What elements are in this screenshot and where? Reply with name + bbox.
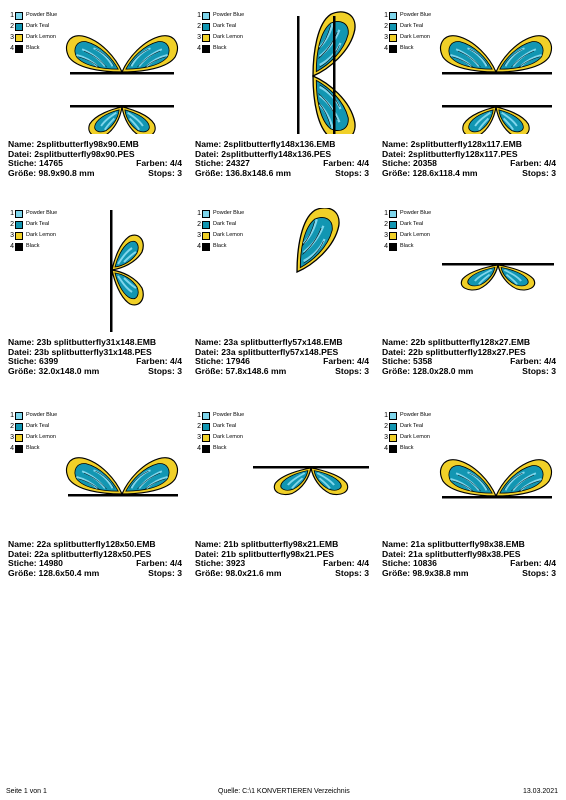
color-count: Farben: 4/4 bbox=[510, 558, 556, 569]
page-number: Seite 1 von 1 bbox=[6, 788, 47, 795]
print-date: 13.03.2021 bbox=[522, 788, 558, 795]
color-swatch bbox=[202, 434, 210, 442]
design-size: Größe: 32.0x148.0 mm bbox=[8, 365, 100, 376]
design-name: Name: 2splitbutterfly148x136.EMB bbox=[195, 139, 336, 149]
palette-entry: 1 Powder Blue bbox=[10, 12, 58, 19]
palette-entry: 3 Dark Lemon bbox=[197, 34, 243, 41]
design-size: Größe: 57.8x148.6 mm bbox=[195, 365, 287, 376]
color-count: Farben: 4/4 bbox=[323, 356, 369, 367]
palette-entry: 2 Dark Teal bbox=[384, 23, 424, 30]
design-info bbox=[8, 140, 182, 178]
color-swatch bbox=[202, 445, 210, 453]
design-name: Name: 2splitbutterfly128x117.EMB bbox=[382, 139, 522, 149]
color-swatch bbox=[389, 221, 397, 229]
design-card[interactable] bbox=[8, 410, 188, 606]
palette-entry: 4 Black bbox=[197, 445, 227, 452]
butterfly-design-preview bbox=[64, 208, 188, 332]
design-info bbox=[382, 140, 556, 178]
design-size: Größe: 98.9x38.8 mm bbox=[382, 567, 469, 578]
palette-entry: 3 Dark Lemon bbox=[384, 232, 430, 239]
palette-entry: 3 Dark Lemon bbox=[197, 232, 243, 239]
color-count: Farben: 4/4 bbox=[510, 356, 556, 367]
color-swatch bbox=[389, 23, 397, 31]
design-card[interactable] bbox=[195, 10, 375, 206]
palette-entry: 2 Dark Teal bbox=[10, 221, 50, 228]
palette-entry: 1 Powder Blue bbox=[197, 12, 245, 19]
palette-entry: 4 Black bbox=[10, 243, 40, 250]
butterfly-design-preview bbox=[251, 208, 375, 332]
palette-entry: 3 Dark Lemon bbox=[10, 434, 56, 441]
stitch-count: Stiche: 24327 bbox=[195, 158, 250, 169]
color-swatch bbox=[389, 232, 397, 240]
color-count: Farben: 4/4 bbox=[323, 158, 369, 169]
stop-count: Stops: 3 bbox=[335, 567, 369, 578]
design-file: Datei: 22a splitbutterfly128x50.PES bbox=[8, 548, 152, 559]
color-swatch bbox=[202, 210, 210, 218]
stitch-count: Stiche: 6399 bbox=[8, 356, 59, 367]
color-swatch bbox=[389, 210, 397, 218]
color-count: Farben: 4/4 bbox=[323, 558, 369, 569]
stop-count: Stops: 3 bbox=[148, 167, 182, 178]
palette-entry: 4 Black bbox=[384, 45, 414, 52]
color-count: Farben: 4/4 bbox=[136, 558, 182, 569]
stitch-count: Stiche: 14980 bbox=[8, 558, 63, 569]
color-swatch bbox=[389, 445, 397, 453]
color-swatch bbox=[15, 34, 23, 42]
design-file: Datei: 21a splitbutterfly98x38.PES bbox=[382, 548, 521, 559]
design-card[interactable] bbox=[382, 208, 562, 404]
color-swatch bbox=[15, 12, 23, 20]
color-palette bbox=[382, 410, 431, 454]
butterfly-design-preview bbox=[438, 208, 562, 332]
design-file: Datei: 23a splitbutterfly57x148.PES bbox=[195, 346, 339, 357]
stitch-count: Stiche: 10836 bbox=[382, 558, 437, 569]
design-size: Größe: 136.8x148.6 mm bbox=[195, 167, 292, 178]
design-info bbox=[382, 540, 556, 578]
stitch-count: Stiche: 20358 bbox=[382, 158, 437, 169]
butterfly-design-preview bbox=[64, 410, 188, 534]
color-swatch bbox=[389, 34, 397, 42]
palette-entry: 1 Powder Blue bbox=[384, 210, 432, 217]
color-swatch bbox=[15, 243, 23, 251]
color-swatch bbox=[15, 210, 23, 218]
design-name: Name: 21a splitbutterfly98x38.EMB bbox=[382, 539, 525, 549]
color-swatch bbox=[15, 45, 23, 53]
design-file: Datei: 2splitbutterfly128x117.PES bbox=[382, 148, 518, 159]
palette-entry: 2 Dark Teal bbox=[197, 423, 237, 430]
stitch-count: Stiche: 17946 bbox=[195, 356, 250, 367]
color-swatch bbox=[202, 23, 210, 31]
palette-entry: 4 Black bbox=[10, 45, 40, 52]
design-card[interactable] bbox=[8, 10, 188, 206]
design-size: Größe: 98.9x90.8 mm bbox=[8, 167, 95, 178]
butterfly-design-preview bbox=[438, 10, 562, 134]
butterfly-design-preview bbox=[64, 10, 188, 134]
palette-entry: 2 Dark Teal bbox=[197, 23, 237, 30]
design-info bbox=[8, 540, 182, 578]
palette-entry: 1 Powder Blue bbox=[384, 12, 432, 19]
palette-entry: 4 Black bbox=[197, 243, 227, 250]
palette-entry: 3 Dark Lemon bbox=[384, 34, 430, 41]
color-swatch bbox=[202, 423, 210, 431]
color-palette bbox=[195, 10, 244, 54]
palette-entry: 4 Black bbox=[197, 45, 227, 52]
color-swatch bbox=[389, 243, 397, 251]
design-file: Datei: 23b splitbutterfly31x148.PES bbox=[8, 346, 152, 357]
color-swatch bbox=[15, 434, 23, 442]
palette-entry: 2 Dark Teal bbox=[384, 423, 424, 430]
color-swatch bbox=[202, 221, 210, 229]
palette-entry: 2 Dark Teal bbox=[197, 221, 237, 228]
color-swatch bbox=[389, 45, 397, 53]
design-info bbox=[195, 540, 369, 578]
design-card[interactable] bbox=[382, 10, 562, 206]
design-card[interactable] bbox=[8, 208, 188, 404]
color-palette bbox=[8, 208, 57, 252]
palette-entry: 1 Powder Blue bbox=[384, 412, 432, 419]
stop-count: Stops: 3 bbox=[522, 167, 556, 178]
butterfly-design-preview bbox=[251, 10, 375, 134]
palette-entry: 1 Powder Blue bbox=[197, 412, 245, 419]
design-size: Größe: 128.0x28.0 mm bbox=[382, 365, 474, 376]
design-info bbox=[195, 338, 369, 376]
design-name: Name: 22b splitbutterfly128x27.EMB bbox=[382, 337, 531, 347]
color-palette bbox=[382, 208, 431, 252]
palette-entry: 1 Powder Blue bbox=[10, 210, 58, 217]
color-swatch bbox=[15, 412, 23, 420]
color-swatch bbox=[389, 434, 397, 442]
design-card[interactable] bbox=[382, 410, 562, 606]
color-palette bbox=[382, 10, 431, 54]
color-swatch bbox=[202, 412, 210, 420]
palette-entry: 2 Dark Teal bbox=[10, 423, 50, 430]
stitch-count: Stiche: 5358 bbox=[382, 356, 433, 367]
design-info bbox=[382, 338, 556, 376]
design-size: Größe: 128.6x118.4 mm bbox=[382, 167, 478, 178]
design-info bbox=[8, 338, 182, 376]
palette-entry: 1 Powder Blue bbox=[10, 412, 58, 419]
design-file: Datei: 21b splitbutterfly98x21.PES bbox=[195, 548, 334, 559]
palette-entry: 4 Black bbox=[384, 243, 414, 250]
color-swatch bbox=[202, 243, 210, 251]
color-swatch bbox=[389, 412, 397, 420]
palette-entry: 3 Dark Lemon bbox=[197, 434, 243, 441]
stitch-count: Stiche: 14765 bbox=[8, 158, 63, 169]
color-swatch bbox=[202, 34, 210, 42]
color-count: Farben: 4/4 bbox=[136, 158, 182, 169]
color-palette bbox=[195, 410, 244, 454]
color-swatch bbox=[15, 423, 23, 431]
color-swatch bbox=[15, 232, 23, 240]
design-size: Größe: 128.6x50.4 mm bbox=[8, 567, 100, 578]
stop-count: Stops: 3 bbox=[335, 167, 369, 178]
palette-entry: 1 Powder Blue bbox=[197, 210, 245, 217]
butterfly-design-preview bbox=[251, 410, 375, 534]
design-name: Name: 23a splitbutterfly57x148.EMB bbox=[195, 337, 343, 347]
design-name: Name: 21b splitbutterfly98x21.EMB bbox=[195, 539, 339, 549]
color-swatch bbox=[389, 12, 397, 20]
palette-entry: 3 Dark Lemon bbox=[10, 34, 56, 41]
design-file: Datei: 2splitbutterfly148x136.PES bbox=[195, 148, 332, 159]
design-size: Größe: 98.0x21.6 mm bbox=[195, 567, 282, 578]
color-swatch bbox=[202, 232, 210, 240]
color-count: Farben: 4/4 bbox=[510, 158, 556, 169]
design-name: Name: 22a splitbutterfly128x50.EMB bbox=[8, 539, 156, 549]
color-palette bbox=[195, 208, 244, 252]
color-palette bbox=[8, 10, 57, 54]
color-swatch bbox=[202, 12, 210, 20]
design-card[interactable] bbox=[195, 208, 375, 404]
palette-entry: 3 Dark Lemon bbox=[384, 434, 430, 441]
color-count: Farben: 4/4 bbox=[136, 356, 182, 367]
palette-entry: 4 Black bbox=[10, 445, 40, 452]
butterfly-design-preview bbox=[438, 410, 562, 534]
stop-count: Stops: 3 bbox=[148, 365, 182, 376]
palette-entry: 4 Black bbox=[384, 445, 414, 452]
color-swatch bbox=[202, 45, 210, 53]
design-info bbox=[195, 140, 369, 178]
palette-entry: 3 Dark Lemon bbox=[10, 232, 56, 239]
stop-count: Stops: 3 bbox=[522, 567, 556, 578]
stop-count: Stops: 3 bbox=[335, 365, 369, 376]
color-swatch bbox=[15, 221, 23, 229]
source-path: Quelle: C:\1 KONVERTIEREN Verzeichnis bbox=[218, 788, 350, 795]
stop-count: Stops: 3 bbox=[522, 365, 556, 376]
design-file: Datei: 22b splitbutterfly128x27.PES bbox=[382, 346, 526, 357]
design-file: Datei: 2splitbutterfly98x90.PES bbox=[8, 148, 135, 159]
design-name: Name: 2splitbutterfly98x90.EMB bbox=[8, 139, 139, 149]
color-palette bbox=[8, 410, 57, 454]
palette-entry: 2 Dark Teal bbox=[384, 221, 424, 228]
design-card[interactable] bbox=[195, 410, 375, 606]
color-swatch bbox=[15, 23, 23, 31]
stitch-count: Stiche: 3923 bbox=[195, 558, 246, 569]
palette-entry: 2 Dark Teal bbox=[10, 23, 50, 30]
color-swatch bbox=[389, 423, 397, 431]
color-swatch bbox=[15, 445, 23, 453]
design-name: Name: 23b splitbutterfly31x148.EMB bbox=[8, 337, 157, 347]
stop-count: Stops: 3 bbox=[148, 567, 182, 578]
